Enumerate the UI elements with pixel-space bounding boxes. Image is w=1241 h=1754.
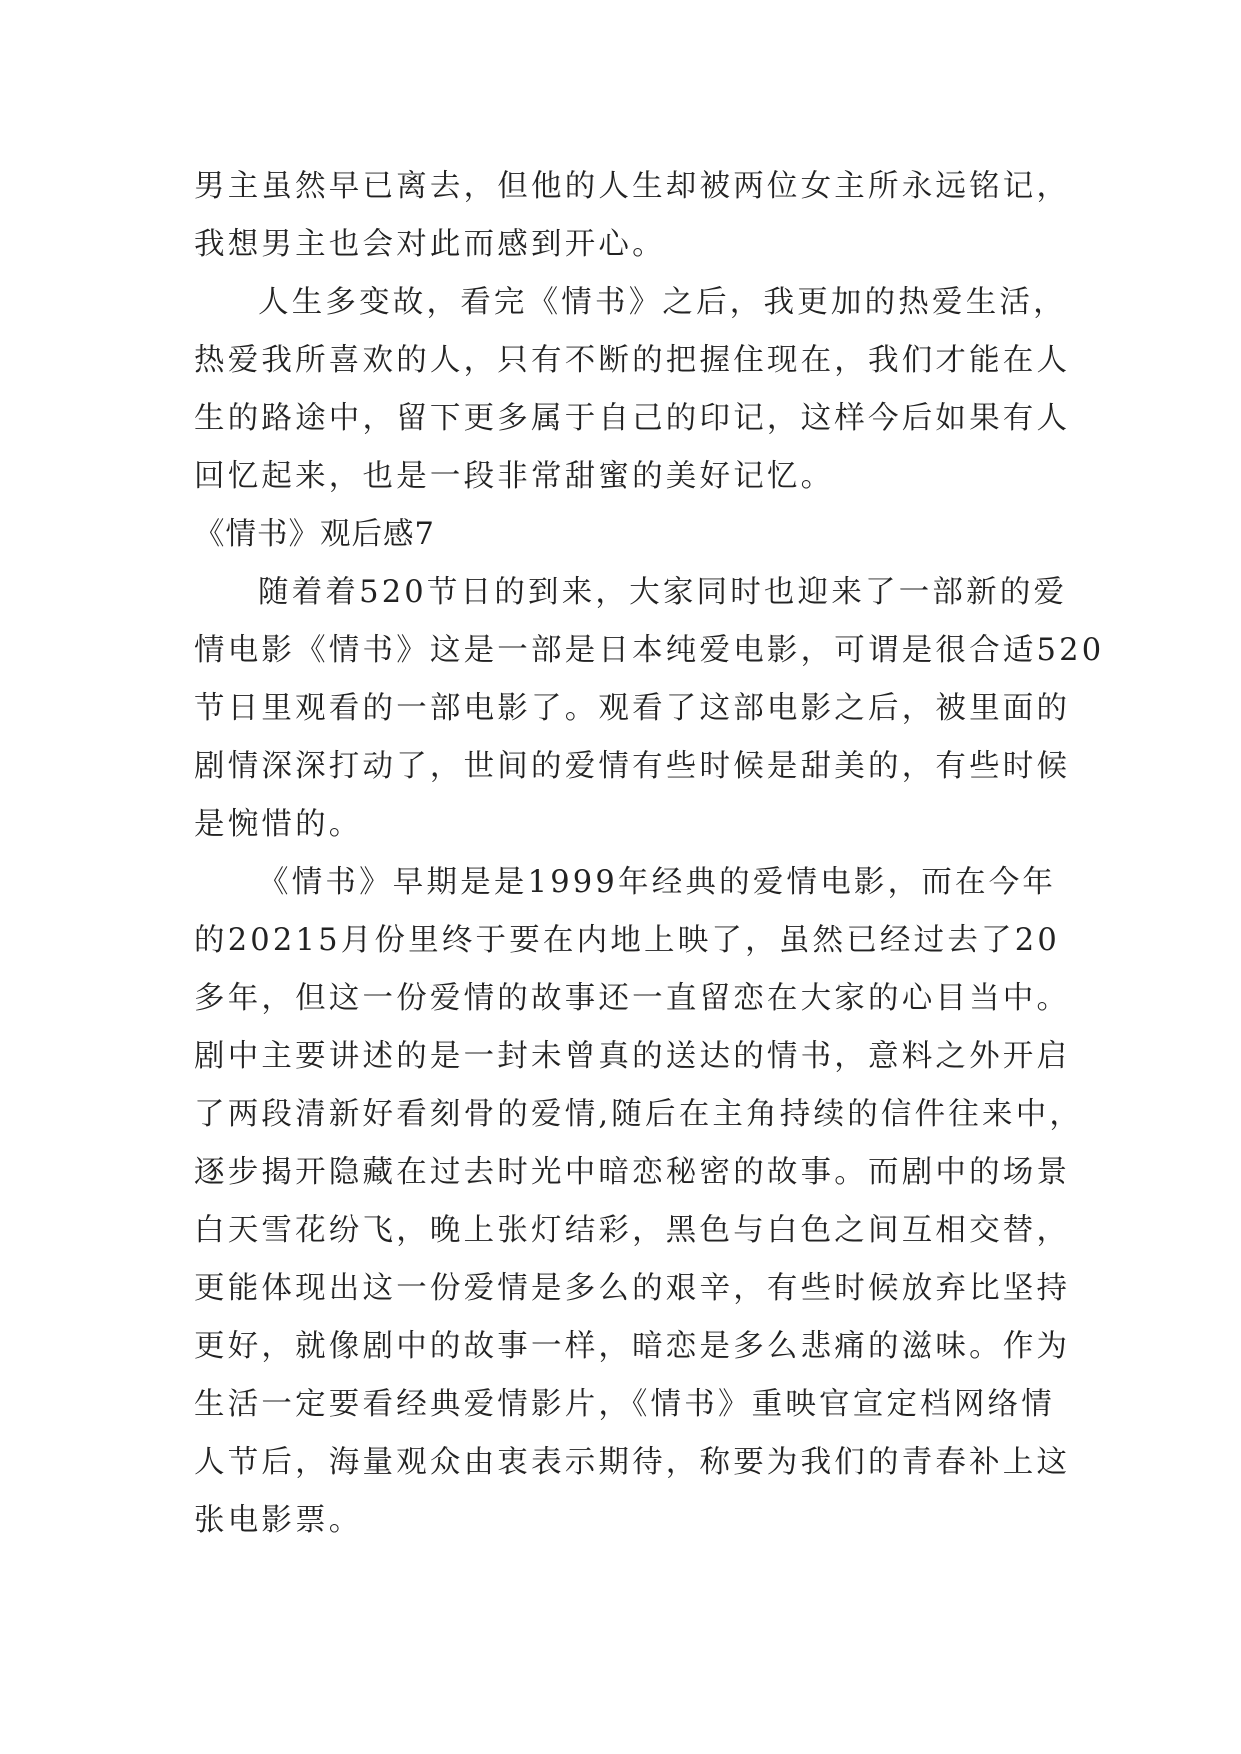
text-line: 男主虽然早已离去，但他的人生却被两位女主所永远铭记， <box>194 169 1071 204</box>
text-line: 张电影票。 <box>194 1503 363 1538</box>
text-line: 逐步揭开隐藏在过去时光中暗恋秘密的故事。而剧中的场景 <box>194 1155 1071 1190</box>
text-line: 的20215月份里终于要在内地上映了，虽然已经过去了20 <box>194 923 1060 958</box>
text-line: 剧中主要讲述的是一封未曾真的送达的情书，意料之外开启 <box>194 1039 1071 1074</box>
text-line: 白天雪花纷飞，晚上张灯结彩，黑色与白色之间互相交替， <box>194 1213 1071 1248</box>
text-line: 我想男主也会对此而感到开心。 <box>194 227 666 262</box>
paragraph-first-line: 人生多变故，看完《情书》之后，我更加的热爱生活， <box>258 285 1067 320</box>
text-line: 生活一定要看经典爱情影片，《情书》重映官宣定档网络情 <box>194 1387 1055 1422</box>
text-line: 更好，就像剧中的故事一样，暗恋是多么悲痛的滋味。作为 <box>194 1329 1071 1364</box>
text-line: 回忆起来，也是一段非常甜蜜的美好记忆。 <box>194 459 835 494</box>
text-line: 多年，但这一份爱情的故事还一直留恋在大家的心目当中。 <box>194 981 1071 1016</box>
paragraph-first-line: 随着着520节日的到来，大家同时也迎来了一部新的爱 <box>258 575 1068 610</box>
text-line: 了两段清新好看刻骨的爱情,随后在主角持续的信件往来中， <box>194 1097 1084 1132</box>
text-line: 剧情深深打动了，世间的爱情有些时候是甜美的，有些时候 <box>194 749 1071 784</box>
text-line: 更能体现出这一份爱情是多么的艰辛，有些时候放弃比坚持 <box>194 1271 1071 1306</box>
section-heading: 《情书》观后感7 <box>194 517 435 552</box>
text-line: 情电影《情书》这是一部是日本纯爱电影，可谓是很合适520 <box>194 633 1105 668</box>
text-line: 生的路途中，留下更多属于自己的印记，这样今后如果有人 <box>194 401 1071 436</box>
paragraph-first-line: 《情书》早期是是1999年经典的爱情电影，而在今年 <box>258 865 1057 900</box>
text-line: 是惋惜的。 <box>194 807 363 842</box>
text-line: 节日里观看的一部电影了。观看了这部电影之后，被里面的 <box>194 691 1071 726</box>
text-line: 热爱我所喜欢的人，只有不断的把握住现在，我们才能在人 <box>194 343 1071 378</box>
text-line: 人节后，海量观众由衷表示期待，称要为我们的青春补上这 <box>194 1445 1071 1480</box>
